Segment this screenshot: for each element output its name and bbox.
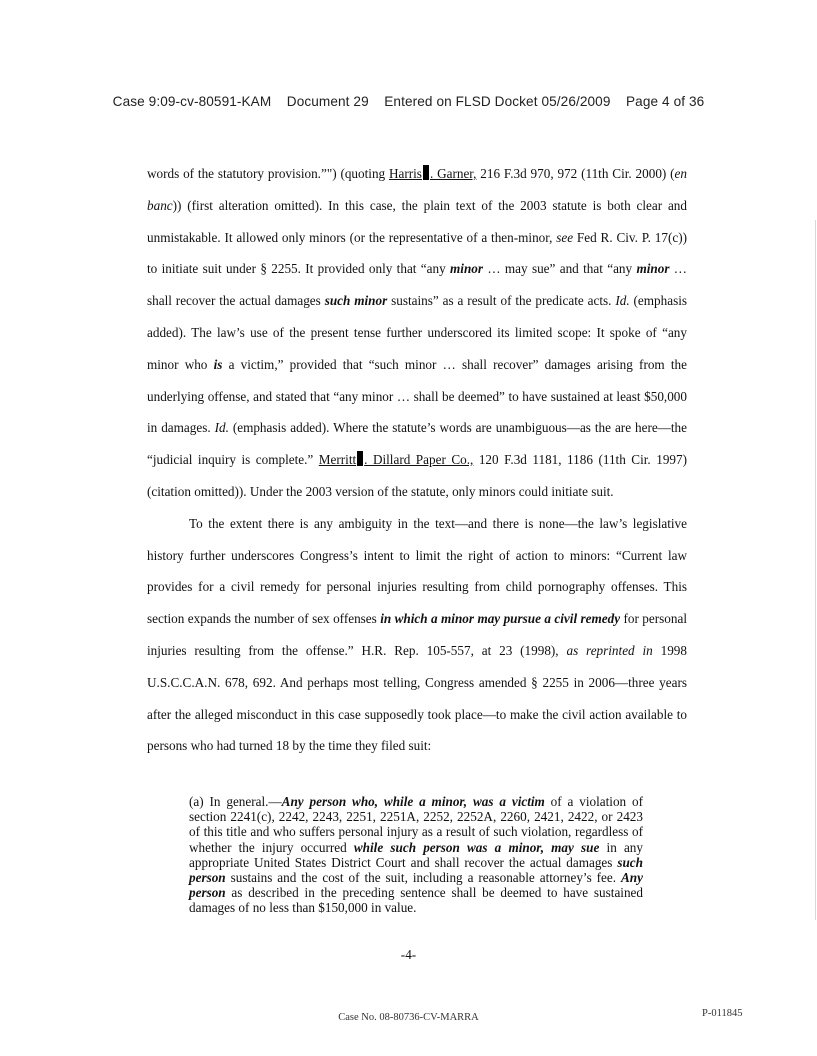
text: for personal injuries resulting from the offense.” H.R. Rep. 105-557, at 23 (1998),	[147, 611, 687, 658]
emphasis-text: such person	[189, 854, 643, 886]
text: as described in the preceding sentence shall be deemed to have sustained damages of no less than $150,000 in value.	[189, 885, 643, 916]
emphasis-text: in which a minor may pursue a civil remedy	[380, 611, 621, 627]
emphasis-text: such minor	[324, 293, 388, 309]
italic-text: see	[556, 229, 574, 245]
emphasis-text: Any person	[189, 870, 643, 901]
footer-case-number: Case No. 08-80736-CV-MARRA	[338, 1012, 479, 1023]
italic-text: en banc	[147, 166, 687, 213]
redaction-bar	[423, 165, 429, 180]
italic-text: as reprinted in	[566, 642, 653, 658]
case-citation: . Dillard Paper Co.,	[364, 452, 474, 468]
text: (emphasis added). The law’s use of the present tense further underscored its limited scope: It spoke of “any minor who	[147, 293, 687, 372]
page-number: -4-	[400, 947, 417, 962]
text: of a violation of section 2241(c), 2242, 2243, 2251, 2251A, 2252, 2252A, 2260, 2421, 2422, or 2423 of this title and who suffers personal injury as a result of such violation, regardless of whether the injury occurred	[189, 794, 643, 855]
text: a victim,” provided that “such minor … shall recover” damages arising from the underlying offense, and stated that “any minor … shall be deemed” to have sustained at least $50,000 in damages.	[147, 356, 687, 436]
text: sustains and the cost of the suit, including a reasonable attorney’s fee.	[225, 870, 622, 886]
text: (a) In general.—	[189, 794, 282, 809]
text: To the extent there is any ambiguity in the text—and there is none—the law’s legislative history further underscores Congress’s intent to limit the right of action to minors: “Current law provides for a civil remedy for personal injuries resulting from child pornography offenses. This section expands the number of sex offenses	[147, 515, 687, 627]
header-document: Document 29	[286, 94, 369, 109]
block-quote	[189, 794, 643, 916]
emphasis-text: Any person who, while a minor, was a victim	[281, 794, 545, 809]
bates-number: P-011845	[702, 1008, 743, 1019]
paragraph-1	[147, 158, 687, 508]
case-citation: . Garner,	[429, 166, 477, 181]
italic-text: Id.	[214, 420, 229, 436]
statute-quote	[189, 794, 643, 916]
paragraph-2	[147, 508, 687, 762]
text: … shall recover the actual damages	[147, 261, 687, 309]
text: sustains” as a result of the predicate acts.	[387, 293, 616, 309]
text: in any appropriate United States District Court and shall recover the actual damages	[189, 839, 643, 870]
header-case-number: Case 9:09-cv-80591-KAM	[112, 94, 272, 109]
text: … may sue” and that “any	[483, 261, 637, 277]
header-page: Page 4 of 36	[626, 94, 705, 109]
text: words of the statutory provision.”") (quoting	[147, 166, 389, 181]
redaction-bar	[357, 451, 363, 466]
text: Fed R. Civ. P. 17(c)) to initiate suit under § 2255. It provided only that “any	[147, 229, 687, 277]
text: )) (first alteration omitted). In this case, the plain text of the 2003 statute is both clear and unmistakable. It allowed only minors (or the representative of a then-minor,	[147, 197, 687, 245]
scan-edge	[815, 220, 816, 920]
case-citation: Merritt	[318, 452, 357, 468]
italic-text: Id.	[615, 293, 630, 309]
text: (emphasis added). Where the statute’s words are unambiguous—as the are here—the “judicial inquiry is complete.”	[147, 420, 687, 468]
text: 1998 U.S.C.C.A.N. 678, 692. And perhaps most telling, Congress amended § 2255 in 2006—three years after the alleged misconduct in this case supposedly took place—to make the civil action available to persons who had turned 18 by the time they filed suit:	[147, 642, 687, 754]
text: 216 F.3d 970, 972 (11th Cir. 2000) (	[476, 166, 675, 181]
case-citation: Harris	[388, 166, 422, 181]
body-text	[147, 158, 687, 762]
emphasis-text: is	[213, 356, 223, 372]
text: 120 F.3d 1181, 1186 (11th Cir. 1997) (citation omitted)). Under the 2003 version of the statute, only minors could initiate suit.	[147, 452, 687, 499]
emphasis-text: while such person was a minor, may sue	[353, 839, 600, 855]
docket-header	[0, 94, 817, 109]
header-entered: Entered on FLSD Docket 05/26/2009	[384, 94, 611, 109]
emphasis-text: minor	[636, 261, 670, 277]
emphasis-text: minor	[450, 261, 484, 277]
